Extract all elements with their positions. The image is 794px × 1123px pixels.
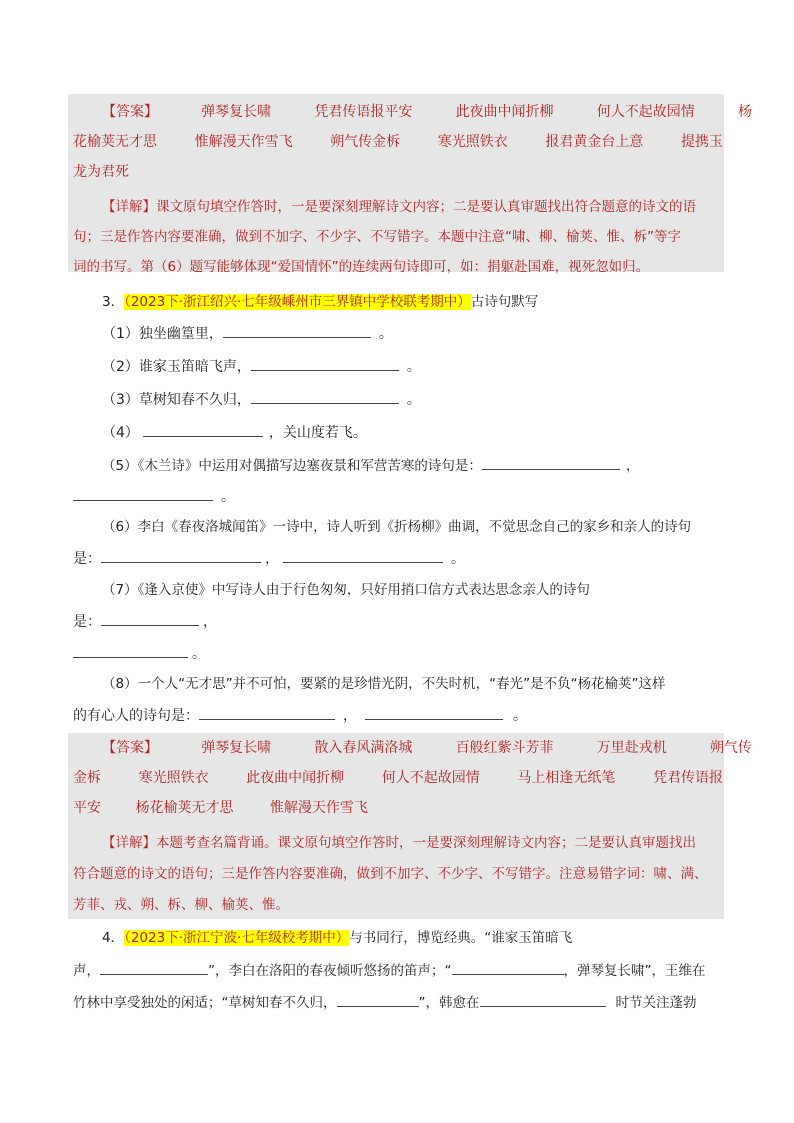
detail-text: 芳菲、戎、朔、柝、柳、榆荚、惟。 <box>73 897 289 913</box>
item-text: 是： <box>73 551 101 567</box>
answer-blank[interactable] <box>251 389 399 404</box>
q3-item-7a <box>102 580 752 600</box>
question-4-line-2 <box>73 960 723 980</box>
question-4-line-1 <box>102 928 752 948</box>
answer-blank[interactable] <box>251 356 399 371</box>
item-text: （3）草树知春不久归， <box>102 392 251 408</box>
q3-item-6b <box>73 548 723 568</box>
answer-row-1 <box>102 102 752 122</box>
question-text: 竹林中享受独处的闲适；“草树知春不久归， <box>73 995 337 1011</box>
answer-blank[interactable] <box>100 960 208 975</box>
answer-item: 杨 <box>737 104 752 120</box>
answer-item: 何人不起故园情 <box>596 104 695 120</box>
question-text: 声， <box>73 963 100 979</box>
q3-item-7b <box>73 611 723 631</box>
item-text: 是： <box>73 614 101 630</box>
answer-item: 寒光照铁衣 <box>437 134 508 150</box>
item-text: 的有心人的诗句是： <box>73 708 199 724</box>
question-title: 古诗句默写 <box>470 294 539 310</box>
answer-blank[interactable] <box>101 548 261 563</box>
punct: 。 <box>192 646 206 662</box>
question-4-line-3 <box>73 992 723 1012</box>
question-number: 4． <box>102 930 125 946</box>
punct: ， <box>625 458 640 474</box>
detail-label: 【详解】 <box>102 835 156 851</box>
question-source: （2023下·浙江宁波·七年级校考期中） <box>124 930 350 946</box>
q3-item-6a <box>102 517 752 537</box>
answer-label: 【答案】 <box>102 740 158 756</box>
answer-item: 弹琴复长啸 <box>201 740 272 756</box>
answer-item: 花榆荚无才思 <box>73 134 157 150</box>
detail-text: 本题考查名篇背诵。课文原句填空作答时，一是要深刻理解诗文内容；二是要认真审题找出 <box>156 835 696 851</box>
answer-item: 朔气传 <box>709 740 752 756</box>
answer-item: 散入春风满洛城 <box>314 740 413 756</box>
answer-blank[interactable] <box>199 705 335 720</box>
answer-item: 金柝 <box>73 770 101 786</box>
q3-answer-row-3 <box>73 798 723 818</box>
question-text: ”，李白在洛阳的春夜倾听悠扬的笛声；“ <box>208 963 452 979</box>
detail-text: 符合题意的诗文的语句；三是作答内容要准确，做到不加字、不少字、不写错字。注意易错字词：啸、满、 <box>73 866 708 882</box>
answer-item: 凭君传语报平安 <box>314 104 413 120</box>
q3-item-8a <box>102 674 752 694</box>
answer-blank[interactable] <box>482 455 620 470</box>
answer-row-3 <box>73 162 723 182</box>
answer-item: 马上相逢无纸笔 <box>517 770 616 786</box>
answer-item: 惟解漫天作雪飞 <box>194 134 293 150</box>
punct: 。 <box>378 326 393 342</box>
q3-item-5b <box>73 486 723 506</box>
answer-blank[interactable] <box>101 611 199 626</box>
punct: ， <box>343 708 357 724</box>
question-3-heading <box>102 292 752 312</box>
answer-item: 此夜曲中闻折柳 <box>246 770 345 786</box>
item-text: ，关山度若飞。 <box>268 425 367 441</box>
answer-item: 惟解漫天作雪飞 <box>269 800 368 816</box>
punct: 。 <box>406 392 421 408</box>
answer-item: 寒光照铁衣 <box>138 770 209 786</box>
detail-text: 词的书写。第（6）题写能够体现“爱国情怀”的连续两句诗即可，如：捐躯赴国难，视死忽如归。 <box>73 259 650 275</box>
answer-blank[interactable] <box>452 960 564 975</box>
item-text: （8）一个人“无才思”并不可怕，要紧的是珍惜光阴，不失时机，“春光”是不负“杨花榆荚”这样 <box>102 676 666 692</box>
answer-label: 【答案】 <box>102 104 158 120</box>
q3-answer-row-1 <box>102 738 752 758</box>
punct: 。 <box>406 359 421 375</box>
question-text: 时节关注蓬勃 <box>615 995 697 1011</box>
answer-blank[interactable] <box>73 643 188 658</box>
question-text: ，弹琴复长啸”，王维在 <box>563 963 706 979</box>
answer-item: 报君黄金台上意 <box>545 134 644 150</box>
answer-item: 弹琴复长啸 <box>201 104 272 120</box>
answer-blank[interactable] <box>283 548 443 563</box>
q3-item-2 <box>102 356 752 376</box>
detail-text: 课文原句填空作答时，一是要深刻理解诗文内容；二是要认真审题找出符合题意的诗文的语 <box>156 199 696 215</box>
answer-row-2 <box>73 132 723 152</box>
answer-box-3 <box>68 733 724 919</box>
answer-blank[interactable] <box>73 486 213 501</box>
answer-item: 杨花榆荚无才思 <box>135 800 234 816</box>
detail-label: 【详解】 <box>102 199 156 215</box>
q3-item-3 <box>102 389 752 409</box>
answer-item: 平安 <box>73 800 101 816</box>
answer-blank[interactable] <box>223 323 371 338</box>
answer-item: 提携玉 <box>680 134 723 150</box>
question-text: ”，韩愈在 <box>418 995 480 1011</box>
answer-blank[interactable] <box>337 992 419 1007</box>
answer-item: 万里赴戎机 <box>596 740 667 756</box>
q3-answer-row-2 <box>73 768 723 788</box>
item-text: （7）《逢入京使》中写诗人由于行色匆匆，只好用捎口信方式表达思念亲人的诗句 <box>102 582 590 598</box>
answer-blank[interactable] <box>365 705 503 720</box>
detail-line-2 <box>73 227 723 247</box>
q3-item-8b <box>73 705 723 725</box>
q3-item-4 <box>102 422 752 442</box>
answer-item: 龙为君死 <box>73 164 129 180</box>
q3-item-1 <box>102 323 752 343</box>
q3-item-5a <box>102 455 752 475</box>
detail-text: 句；三是作答内容要准确，做到不加字、不少字、不写错字。本题中注意“啸、柳、榆荚、惟、柝”等字 <box>73 229 681 245</box>
punct: 。 <box>221 489 235 505</box>
answer-item: 朔气传金柝 <box>330 134 401 150</box>
punct: ， <box>265 551 279 567</box>
q3-item-7c <box>73 643 723 663</box>
question-source: （2023下·浙江绍兴·七年级嵊州市三界镇中学校联考期中） <box>124 294 471 310</box>
detail-line-1 <box>102 197 724 217</box>
q3-detail-line-3 <box>73 895 723 915</box>
answer-blank[interactable] <box>143 422 263 437</box>
answer-item: 百般红紫斗芳菲 <box>455 740 554 756</box>
item-text: （4） <box>102 425 139 441</box>
punct: 。 <box>513 708 527 724</box>
item-text: （2）谁家玉笛暗飞声， <box>102 359 251 375</box>
question-number: 3． <box>102 294 125 310</box>
q3-detail-line-1 <box>102 833 724 853</box>
punct: ， <box>203 614 217 630</box>
q3-detail-line-2 <box>73 864 723 884</box>
punct: 。 <box>451 551 465 567</box>
question-text: 与书同行，博览经典。“谁家玉笛暗飞 <box>349 930 573 946</box>
answer-item: 何人不起故园情 <box>381 770 480 786</box>
answer-blank[interactable] <box>480 992 606 1007</box>
answer-item: 此夜曲中闻折柳 <box>455 104 554 120</box>
item-text: （1）独坐幽篁里， <box>102 326 223 342</box>
item-text: （5）《木兰诗》中运用对偶描写边塞夜景和军营苦寒的诗句是： <box>102 458 482 474</box>
detail-line-3 <box>73 257 723 277</box>
answer-item: 凭君传语报 <box>652 770 723 786</box>
item-text: （6）李白《春夜洛城闻笛》一诗中，诗人听到《折杨柳》曲调，不觉思念自己的家乡和亲人的诗句 <box>102 519 692 535</box>
